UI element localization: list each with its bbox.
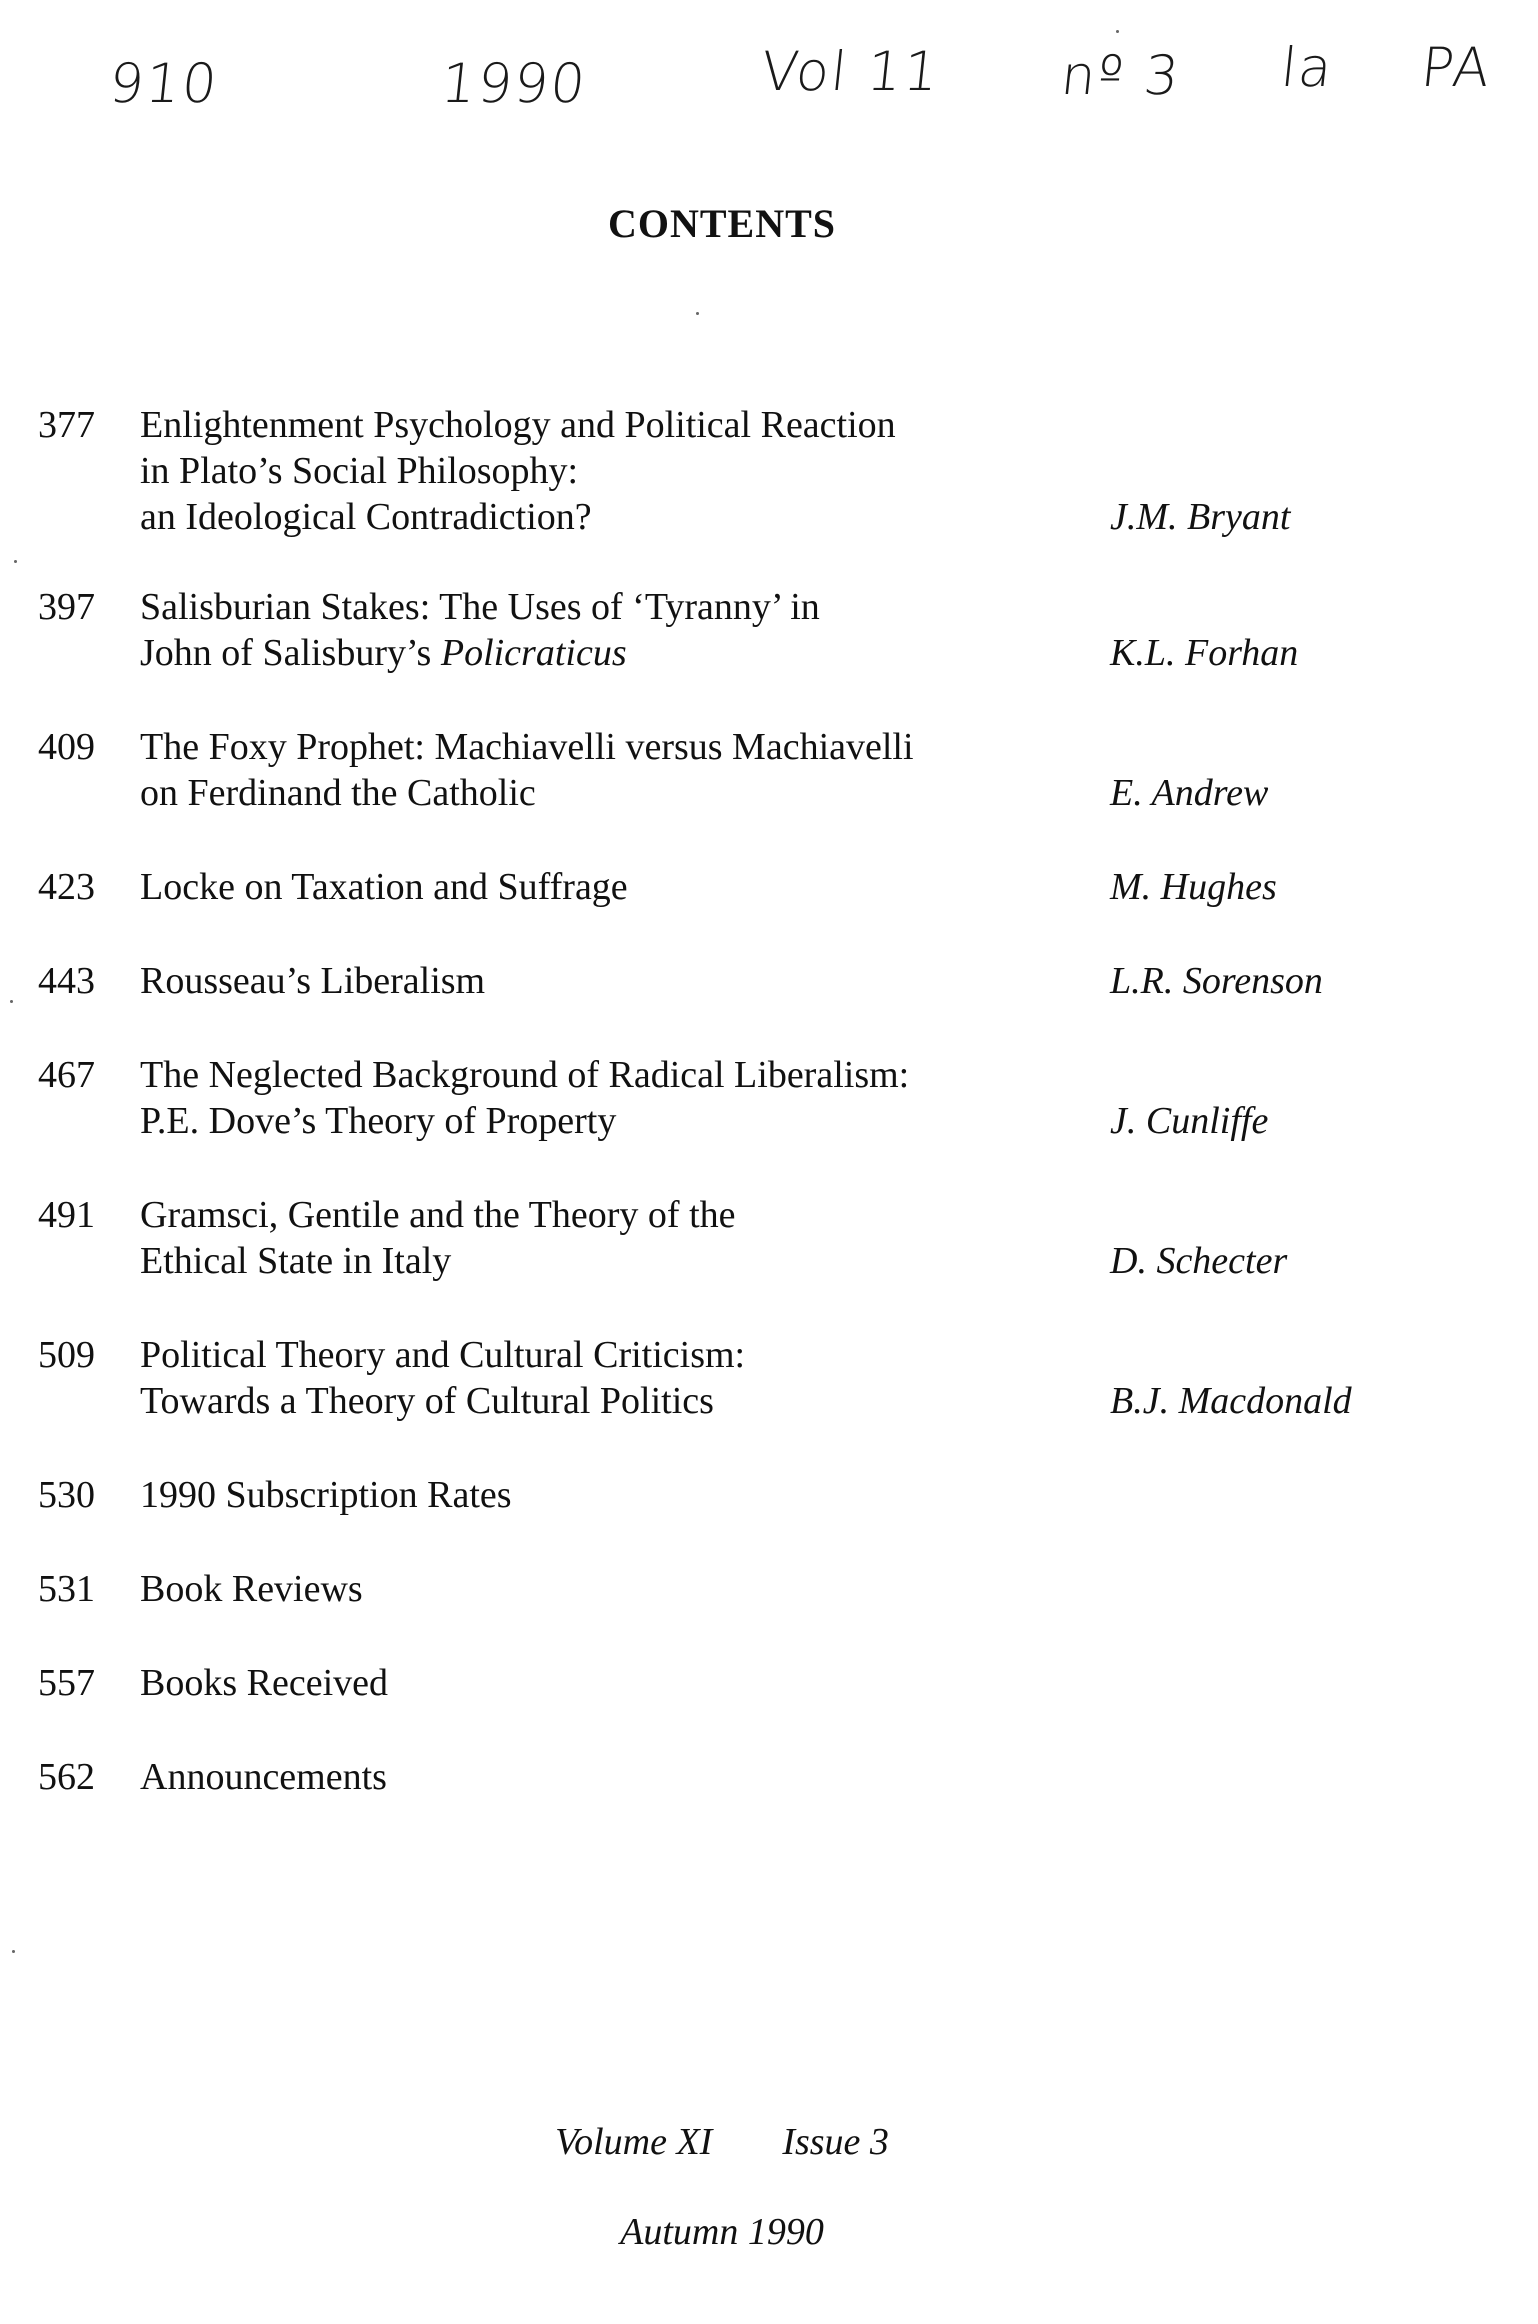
toc-entry xyxy=(38,584,1478,676)
volume-label: Volume XI xyxy=(555,2121,713,2163)
toc-entry xyxy=(38,1660,1478,1706)
scan-speck xyxy=(696,312,699,315)
toc-entry xyxy=(38,1192,1478,1284)
article-title: Gramsci, Gentile and the Theory of the Ethical State in Italy xyxy=(140,1194,736,1282)
page-number: 443 xyxy=(38,960,95,1002)
page-number: 530 xyxy=(38,1474,95,1516)
toc-entry xyxy=(38,1052,1478,1144)
scan-speck xyxy=(10,1000,13,1003)
toc-entry xyxy=(38,402,1478,540)
table-of-contents xyxy=(38,402,1478,1800)
article-author: J. Cunliffe xyxy=(1110,1100,1269,1142)
handwritten-note: 1990 xyxy=(438,52,591,115)
page-number: 409 xyxy=(38,726,95,768)
issue-label: Issue 3 xyxy=(782,2121,889,2163)
page-number: 509 xyxy=(38,1334,95,1376)
page-title: CONTENTS xyxy=(607,201,837,246)
article-author: M. Hughes xyxy=(1110,866,1277,908)
page-number: 397 xyxy=(38,586,95,628)
article-author: K.L. Forhan xyxy=(1110,632,1299,674)
handwritten-note: la xyxy=(1278,36,1337,99)
article-title: Enlightenment Psychology and Political Reaction in Plato’s Social Philosophy: an Ideological Contradiction? xyxy=(140,404,896,538)
scan-speck xyxy=(12,1950,15,1953)
article-title: Salisburian Stakes: The Uses of ‘Tyranny’ in John of Salisbury’s Policraticus xyxy=(140,586,820,674)
season-label: Autumn 1990 xyxy=(620,2211,824,2253)
handwritten-note: nº 3 xyxy=(1058,44,1184,107)
page-number: 562 xyxy=(38,1756,95,1798)
article-title: Book Reviews xyxy=(140,1568,363,1610)
article-author: J.M. Bryant xyxy=(1110,496,1291,538)
handwritten-note: PA xyxy=(1418,36,1495,99)
article-title: Announcements xyxy=(140,1756,387,1798)
toc-entry xyxy=(38,958,1478,1004)
page-number: 531 xyxy=(38,1568,95,1610)
article-title: Rousseau’s Liberalism xyxy=(140,960,486,1002)
toc-entry xyxy=(38,1472,1478,1518)
scan-speck xyxy=(1116,30,1119,33)
toc-entry xyxy=(38,1332,1478,1424)
toc-entry xyxy=(38,1754,1478,1800)
toc-entry xyxy=(38,864,1478,910)
article-author: L.R. Sorenson xyxy=(1110,960,1323,1002)
scan-speck xyxy=(14,560,17,563)
article-title: Locke on Taxation and Suffrage xyxy=(140,866,628,908)
volume-issue-line xyxy=(0,2120,1444,2164)
article-title: Books Received xyxy=(140,1662,389,1704)
page-number: 557 xyxy=(38,1662,95,1704)
handwritten-note: Vol 11 xyxy=(758,40,944,103)
toc-entry xyxy=(38,1566,1478,1612)
page-number: 467 xyxy=(38,1054,95,1096)
article-title: Political Theory and Cultural Criticism: Towards a Theory of Cultural Politics xyxy=(140,1334,746,1422)
article-author: B.J. Macdonald xyxy=(1110,1380,1352,1422)
page-number: 491 xyxy=(38,1194,95,1236)
toc-entry xyxy=(38,724,1478,816)
handwritten-note: 910 xyxy=(106,52,222,115)
article-title: The Foxy Prophet: Machiavelli versus Machiavelli on Ferdinand the Catholic xyxy=(140,726,914,814)
article-author: D. Schecter xyxy=(1110,1240,1288,1282)
article-title: 1990 Subscription Rates xyxy=(140,1474,512,1516)
page-number: 377 xyxy=(38,404,95,446)
page-number: 423 xyxy=(38,866,95,908)
italic-work-title: Policraticus xyxy=(440,632,627,674)
article-author: E. Andrew xyxy=(1110,772,1269,814)
article-title: The Neglected Background of Radical Liberalism: P.E. Dove’s Theory of Property xyxy=(140,1054,910,1142)
